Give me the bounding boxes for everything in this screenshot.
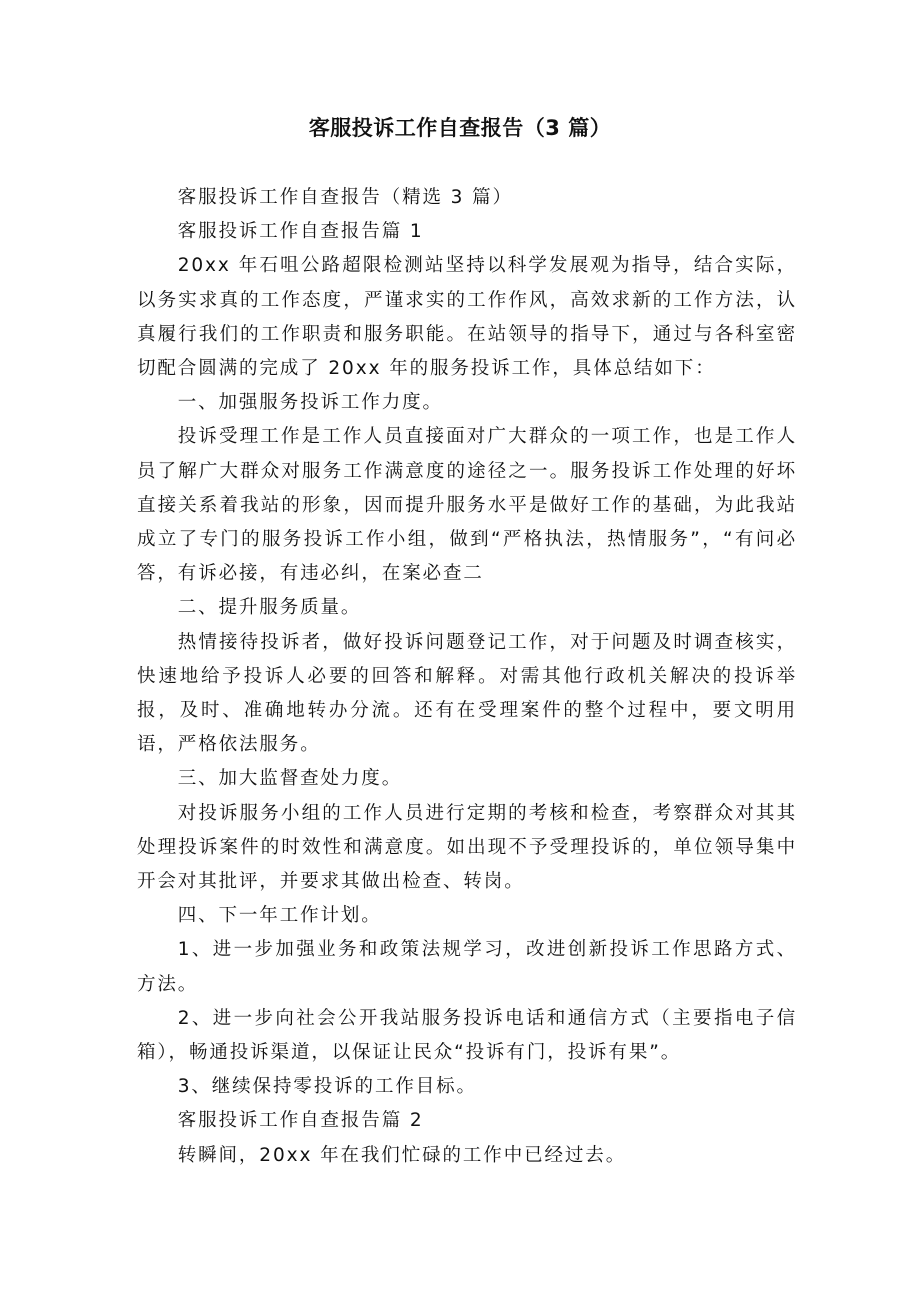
plan-item-3: 3、继续保持零投诉的工作目标。 bbox=[177, 1076, 477, 1098]
plan-item-1: 1、进一步加强业务和政策法规学习，改进创新投诉工作思路方式、方法。 bbox=[137, 939, 797, 995]
subtitle-paragraph: 客服投诉工作自查报告（精选 3 篇） bbox=[177, 187, 513, 208]
heading-item-3: 三、加大监督查处力度。 bbox=[177, 768, 403, 790]
intro-paragraph: 20xx 年石咀公路超限检测站坚持以科学发展观为指导，结合实际，以务实求真的工作态度，严谨求实的工作作风，高效求新的工作方法，认真履行我们的工作职责和服务职能。在站领导的指导下，通过与各科室密切配合圆满的完成了 20xx 年的服务投诉工作，具体总结如下： bbox=[137, 255, 797, 380]
heading-item-4: 四、下一年工作计划。 bbox=[177, 905, 382, 927]
document-title: 客服投诉工作自查报告（3 篇） bbox=[308, 116, 612, 140]
body-paragraph: 转瞬间，20xx 年在我们忙碌的工作中已经过去。 bbox=[177, 1144, 627, 1166]
body-paragraph: 投诉受理工作是工作人员直接面对广大群众的一项工作，也是工作人员了解广大群众对服务工作满意度的途径之一。服务投诉工作处理的好坏直接关系着我站的形象，因而提升服务水平是做好工作的基础，为此我站成立了专门的服务投诉工作小组，做到“严格执法，热情服务”，“有问必答，有诉必接，有违必纠，在案必查二 bbox=[137, 426, 797, 585]
document-body bbox=[137, 181, 797, 1173]
heading-item-1: 一、加强服务投诉工作力度。 bbox=[177, 392, 443, 414]
plan-item-2: 2、进一步向社会公开我站服务投诉电话和通信方式（主要指电子信箱），畅通投诉渠道，以保证让民众“投诉有门，投诉有果”。 bbox=[137, 1007, 797, 1064]
section-heading-part-1: 客服投诉工作自查报告篇 1 bbox=[177, 221, 424, 243]
heading-item-2: 二、提升服务质量。 bbox=[177, 597, 362, 619]
body-paragraph: 热情接待投诉者，做好投诉问题登记工作，对于问题及时调查核实，快速地给予投诉人必要的回答和解释。对需其他行政机关解决的投诉举报，及时、准确地转办分流。还有在受理案件的整个过程中，要文明用语，严格依法服务。 bbox=[137, 631, 797, 756]
section-heading-part-2: 客服投诉工作自查报告篇 2 bbox=[177, 1110, 424, 1132]
body-paragraph: 对投诉服务小组的工作人员进行定期的考核和检查，考察群众对其其处理投诉案件的时效性和满意度。如出现不予受理投诉的，单位领导集中开会对其批评，并要求其做出检查、转岗。 bbox=[137, 802, 797, 893]
